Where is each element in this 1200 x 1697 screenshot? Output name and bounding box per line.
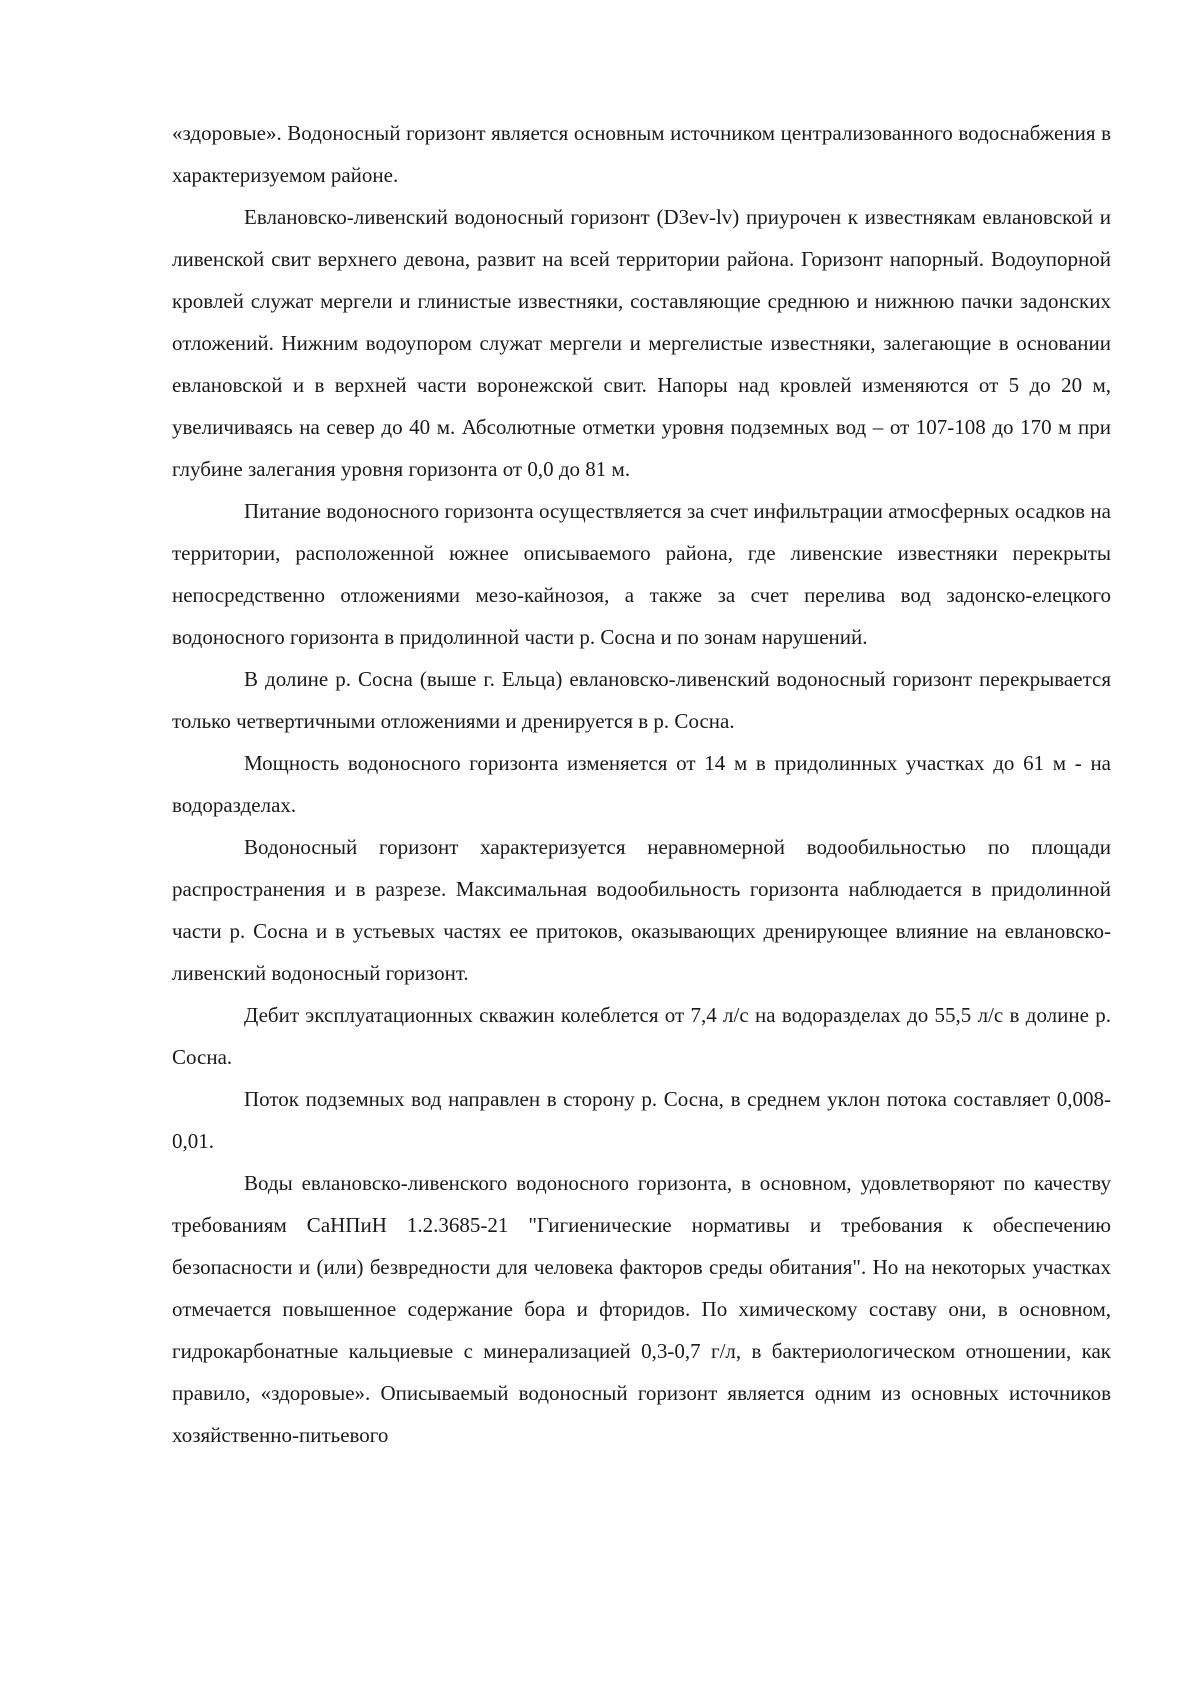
paragraph-continuation: «здоровые». Водоносный горизонт является основным источником централизованного водоснабжения в характеризуемом районе.	[172, 121, 1111, 187]
paragraph-thickness: Мощность водоносного горизонта изменяется от 14 м в придолинных участках до 61 м - на водоразделах.	[172, 751, 1111, 817]
paragraph-water-yield: Водоносный горизонт характеризуется неравномерной водообильностью по площади распространения и в разрезе. Максимальная водообильность горизонта наблюдается в придолинной части р. Сосна и в устьевых частях ее притоков, оказывающих дренирующее влияние на евлановско-ливенский водоносный горизонт.	[172, 835, 1111, 985]
paragraph-groundwater-flow: Поток подземных вод направлен в сторону р. Сосна, в среднем уклон потока составляет 0,008-0,01.	[172, 1087, 1111, 1153]
paragraph-aquifer-description: Евлановско-ливенский водоносный горизонт (D3ev-lv) приурочен к известнякам евлановской и ливенской свит верхнего девона, развит на всей территории района. Горизонт напорный. Водоупорной кровлей служат мергели и глинистые известняки, составляющие среднюю и нижнюю пачки задонских отложений. Нижним водоупором служат мергели и мергелистые известняки, залегающие в основании евлановской и в верхней части воронежской свит. Напоры над кровлей изменяются от 5 до 20 м, увеличиваясь на север до 40 м. Абсолютные отметки уровня подземных вод – от 107-108 до 170 м при глубине залегания уровня горизонта от 0,0 до 81 м.	[172, 205, 1111, 481]
paragraph-water-quality: Воды евлановско-ливенского водоносного горизонта, в основном, удовлетворяют по качеству требованиям СаНПиН 1.2.3685-21 "Гигиенические нормативы и требования к обеспечению безопасности и (или) безвредности для человека факторов среды обитания". Но на некоторых участках отмечается повышенное содержание бора и фторидов. По химическому составу они, в основном, гидрокарбонатные кальциевые с минерализацией 0,3-0,7 г/л, в бактериологическом отношении, как правило, «здоровые». Описываемый водоносный горизонт является одним из основных источников хозяйственно-питьевого	[172, 1171, 1111, 1447]
paragraph-sosna-valley: В долине р. Сосна (выше г. Ельца) евлановско-ливенский водоносный горизонт перекрывается только четвертичными отложениями и дренируется в р. Сосна.	[172, 667, 1111, 733]
paragraph-well-discharge: Дебит эксплуатационных скважин колеблется от 7,4 л/с на водоразделах до 55,5 л/с в долине р. Сосна.	[172, 1003, 1111, 1069]
document-body	[172, 112, 1111, 1456]
paragraph-recharge: Питание водоносного горизонта осуществляется за счет инфильтрации атмосферных осадков на территории, расположенной южнее описываемого района, где ливенские известняки перекрыты непосредственно отложениями мезо-кайнозоя, а также за счет перелива вод задонско-елецкого водоносного горизонта в придолинной части р. Сосна и по зонам нарушений.	[172, 499, 1111, 649]
